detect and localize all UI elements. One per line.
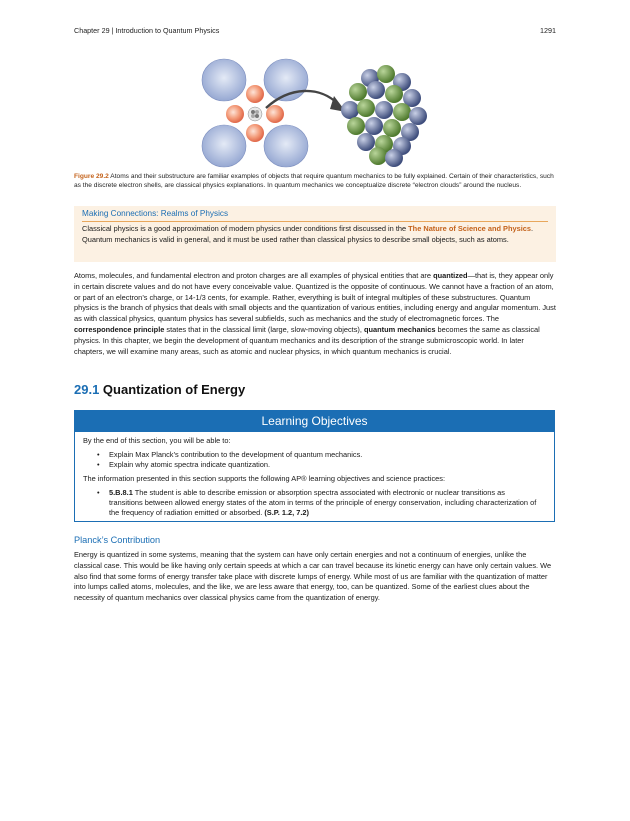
term-quantum-mechanics: quantum mechanics bbox=[363, 324, 436, 334]
connections-text-part: . Quantum mechanics is valid in general, and it must be used rather than classical physics to describe small objects, such as atoms. bbox=[82, 224, 534, 244]
section-number: 29.1 bbox=[74, 382, 100, 397]
objectives-lead: By the end of this section, you will be able to: bbox=[83, 436, 231, 445]
intro-text: states that in the classical limit (large, slow-moving objects), bbox=[164, 324, 364, 334]
objective-item: • Explain why atomic spectra indicate quantization. bbox=[97, 460, 537, 470]
ap-objective-item bbox=[97, 488, 537, 518]
figure-caption bbox=[74, 173, 556, 190]
making-connections-title: Making Connections: Realms of Physics bbox=[82, 209, 229, 218]
nucleus bbox=[248, 107, 262, 121]
page-header bbox=[74, 26, 556, 35]
figure-label: Figure 29.2 bbox=[74, 173, 109, 180]
term-correspondence-principle: correspondence principle bbox=[74, 324, 165, 334]
connections-text-part: Classical physics is a good approximation of modern physics under conditions first discussed in the bbox=[82, 224, 409, 233]
objectives-list bbox=[97, 450, 537, 470]
nature-of-science-link[interactable]: The Nature of Science and Physics bbox=[408, 224, 531, 233]
intro-paragraph bbox=[74, 271, 556, 357]
learning-objectives-box bbox=[74, 410, 555, 522]
page-number: 1291 bbox=[540, 26, 556, 35]
making-connections-box bbox=[74, 206, 556, 262]
ap-practice: (S.P. 1.2, 7.2) bbox=[264, 508, 309, 517]
planck-paragraph: Energy is quantized in some systems, meaning that the system can have only certain energies and not a continuum of energies, unlike the classical case. This would be like having only certain speeds at which a car can travel because its kinetic energy can have only certain values. We also find that some forms of energy transfer take place with discrete lumps of energy. While most of us are familiar with the quantization of matter into lumps called atoms, molecules, and the like, we are less aware that energy, too, can be quantized. Some of the earliest clues about the necessity of quantum mechanics over classical physics came from the quantization of energy. bbox=[74, 550, 552, 603]
intro-text: becomes the same as classical physics. In this chapter, we begin the development of quantum mechanics and its description of the strange submicroscopic world. In later chapters, we will examine many areas, such as atomic and nuclear physics, in which quantum mechanics is crucial. bbox=[74, 324, 540, 356]
learning-objectives-heading: Learning Objectives bbox=[75, 411, 554, 432]
nucleus-closeup bbox=[341, 65, 427, 167]
section-heading bbox=[74, 382, 245, 397]
atom-illustration bbox=[190, 56, 440, 168]
intro-text: —that is, they appear only in certain discrete values and do not have every conceivable value. Quantized is the opposite of continuous. We cannot have a fraction of an atom, or part of an electron’s charge, or 14-1/3 cents, for example. Rather, everything is built of integral multiples of these substructures. Quantum physics is the branch of physics that deals with small objects and the quantization of various entities, including energy and angular momentum. Just as with classical physics, quantum physics has several subfields, such as mechanics and the study of electromagnetic forces. The bbox=[74, 271, 556, 324]
subsection-heading: Planck’s Contribution bbox=[74, 535, 161, 545]
term-quantized: quantized bbox=[433, 271, 468, 280]
divider bbox=[82, 221, 548, 222]
objective-item: • Explain Max Planck’s contribution to the development of quantum mechanics. bbox=[97, 450, 537, 460]
ap-objectives-list bbox=[97, 488, 537, 518]
figure-caption-text: Atoms and their substructure are familiar examples of objects that require quantum mechanics to be fully explained. Certain of their characteristics, such as the discrete electron shells, are classical physics explanations. In quantum mechanics we conceptualize discrete “electron clouds” around the nucleus. bbox=[74, 173, 554, 189]
making-connections-text bbox=[82, 224, 548, 245]
ap-text: The student is able to describe emission or absorption spectra associated with electronic or nuclear transitions as transitions between allowed energy states of the atom in terms of the principle of energy conservation, including characterization of the frequency of radiation emitted or absorbed. bbox=[109, 488, 537, 517]
intro-text: Atoms, molecules, and fundamental electron and proton charges are all examples of physical entities that are bbox=[74, 271, 434, 280]
ap-code: 5.B.8.1 bbox=[109, 488, 133, 497]
chapter-title: Chapter 29 | Introduction to Quantum Physics bbox=[74, 26, 220, 35]
section-title: Quantization of Energy bbox=[99, 382, 246, 397]
ap-lead: The information presented in this section supports the following AP® learning objectives and science practices: bbox=[83, 474, 446, 483]
